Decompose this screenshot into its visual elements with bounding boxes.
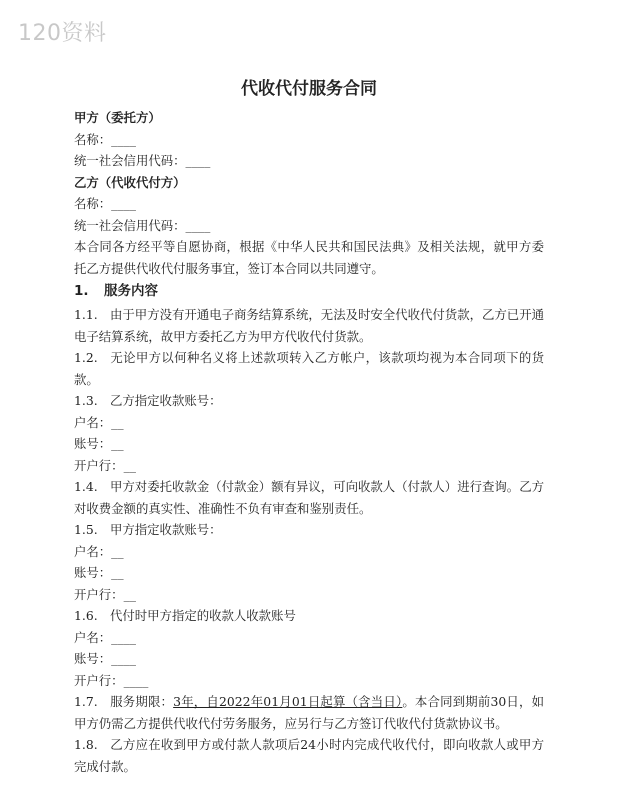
clause-1-4	[74, 476, 544, 519]
section-heading	[74, 279, 544, 304]
clause-1-5	[74, 519, 544, 541]
clause-text: 甲方指定收款账号：	[110, 522, 222, 537]
party-a-credit-row	[74, 150, 544, 172]
account-number-value: __	[111, 436, 124, 451]
account-holder-label: 户名：	[74, 414, 112, 430]
account-holder-value: __	[111, 414, 124, 430]
clause-number: 1.4.	[74, 479, 98, 494]
bank-label: 开户行：	[74, 586, 124, 602]
party-a-name-value: ____	[111, 131, 136, 147]
party-b-heading: 乙方（代收代付方）	[74, 174, 186, 190]
party-a-credit-label: 统一社会信用代码：	[74, 153, 186, 168]
bank-value: __	[123, 457, 136, 473]
clause-suffix: 。本合同到期前30日，如甲方仍需乙方提供代收代付劳务服务，应另行与乙方签订代收代付货款协议书。	[74, 694, 544, 731]
service-term: 3年，自2022年01月01日起算（含当日）	[173, 694, 403, 709]
party-b-name-label: 名称：	[74, 196, 112, 211]
clause-text: 乙方指定收款账号：	[110, 393, 222, 408]
account-number-label: 账号：	[74, 565, 112, 580]
account-number-value: __	[111, 565, 124, 580]
account-holder-label: 户名：	[74, 543, 112, 559]
party-a-name-label: 名称：	[74, 131, 112, 147]
clause-1-1	[74, 304, 544, 347]
party-b-credit-row	[74, 215, 544, 237]
account-holder-value: __	[111, 543, 124, 559]
section-number: 1.	[74, 283, 89, 299]
intro-paragraph: 本合同各方经平等自愿协商，根据《中华人民共和国民法典》及相关法规，就甲方委托乙方提供代收代付服务事宜，签订本合同以共同遵守。	[74, 239, 544, 276]
bank-value: ____	[123, 672, 149, 688]
party-a-credit-value: ____	[185, 153, 211, 168]
clause-1-8	[74, 734, 544, 777]
party-b-bank-row	[74, 455, 544, 477]
clause-1-2	[74, 347, 544, 390]
party-a-bank-row	[74, 584, 544, 606]
clause-1-7	[74, 691, 544, 734]
party-b-name-value: ____	[111, 196, 136, 211]
clause-number: 1.3.	[74, 393, 98, 408]
clause-text: 甲方对委托收款金（付款金）额有异议，可向收款人（付款人）进行查询。乙方对收费金额的真实性、准确性不负有审查和鉴别责任。	[74, 479, 544, 516]
document-title: 代收代付服务合同	[241, 79, 377, 99]
clause-number: 1.1.	[74, 307, 98, 322]
party-a-account-number-row	[74, 562, 544, 584]
bank-label: 开户行：	[74, 672, 124, 688]
party-a-heading: 甲方（委托方）	[74, 110, 161, 125]
clause-text: 由于甲方没有开通电子商务结算系统，无法及时安全代收代付货款，乙方已开通电子结算系统，故甲方委托乙方为甲方代收代付货款。	[74, 307, 544, 344]
party-b-credit-label: 统一社会信用代码：	[74, 217, 186, 233]
account-number-label: 账号：	[74, 651, 112, 666]
party-b-account-holder-row	[74, 412, 544, 434]
clause-number: 1.6.	[74, 608, 98, 623]
watermark: 120资料	[18, 21, 107, 46]
clause-text: 无论甲方以何种名义将上述款项转入乙方帐户，该款项均视为本合同项下的货款。	[74, 350, 544, 387]
bank-value: __	[123, 586, 136, 602]
clause-number: 1.8.	[74, 737, 98, 752]
clause-number: 1.5.	[74, 522, 98, 537]
clause-prefix: 服务期限：	[110, 694, 174, 709]
contract-document	[74, 74, 544, 777]
clause-text: 乙方应在收到甲方或付款人款项后24小时内完成代收代付，即向收款人或甲方完成付款。	[74, 737, 544, 774]
clause-number: 1.2.	[74, 350, 98, 365]
account-holder-value: ____	[111, 629, 136, 645]
account-holder-label: 户名：	[74, 629, 112, 645]
clause-text: 代付时甲方指定的收款人收款账号	[110, 608, 296, 623]
account-number-label: 账号：	[74, 436, 112, 451]
party-b-account-number-row	[74, 433, 544, 455]
party-a-account-holder-row	[74, 541, 544, 563]
bank-label: 开户行：	[74, 457, 124, 473]
party-b-name-row	[74, 193, 544, 215]
payee-account-number-row	[74, 648, 544, 670]
clause-1-3	[74, 390, 544, 412]
party-b-credit-value: ____	[185, 217, 211, 233]
clause-1-6	[74, 605, 544, 627]
payee-account-holder-row	[74, 627, 544, 649]
payee-bank-row	[74, 670, 544, 692]
party-a-name-row	[74, 129, 544, 151]
account-number-value: ____	[111, 651, 136, 666]
clause-number: 1.7.	[74, 694, 98, 709]
section-title: 服务内容	[104, 283, 158, 299]
